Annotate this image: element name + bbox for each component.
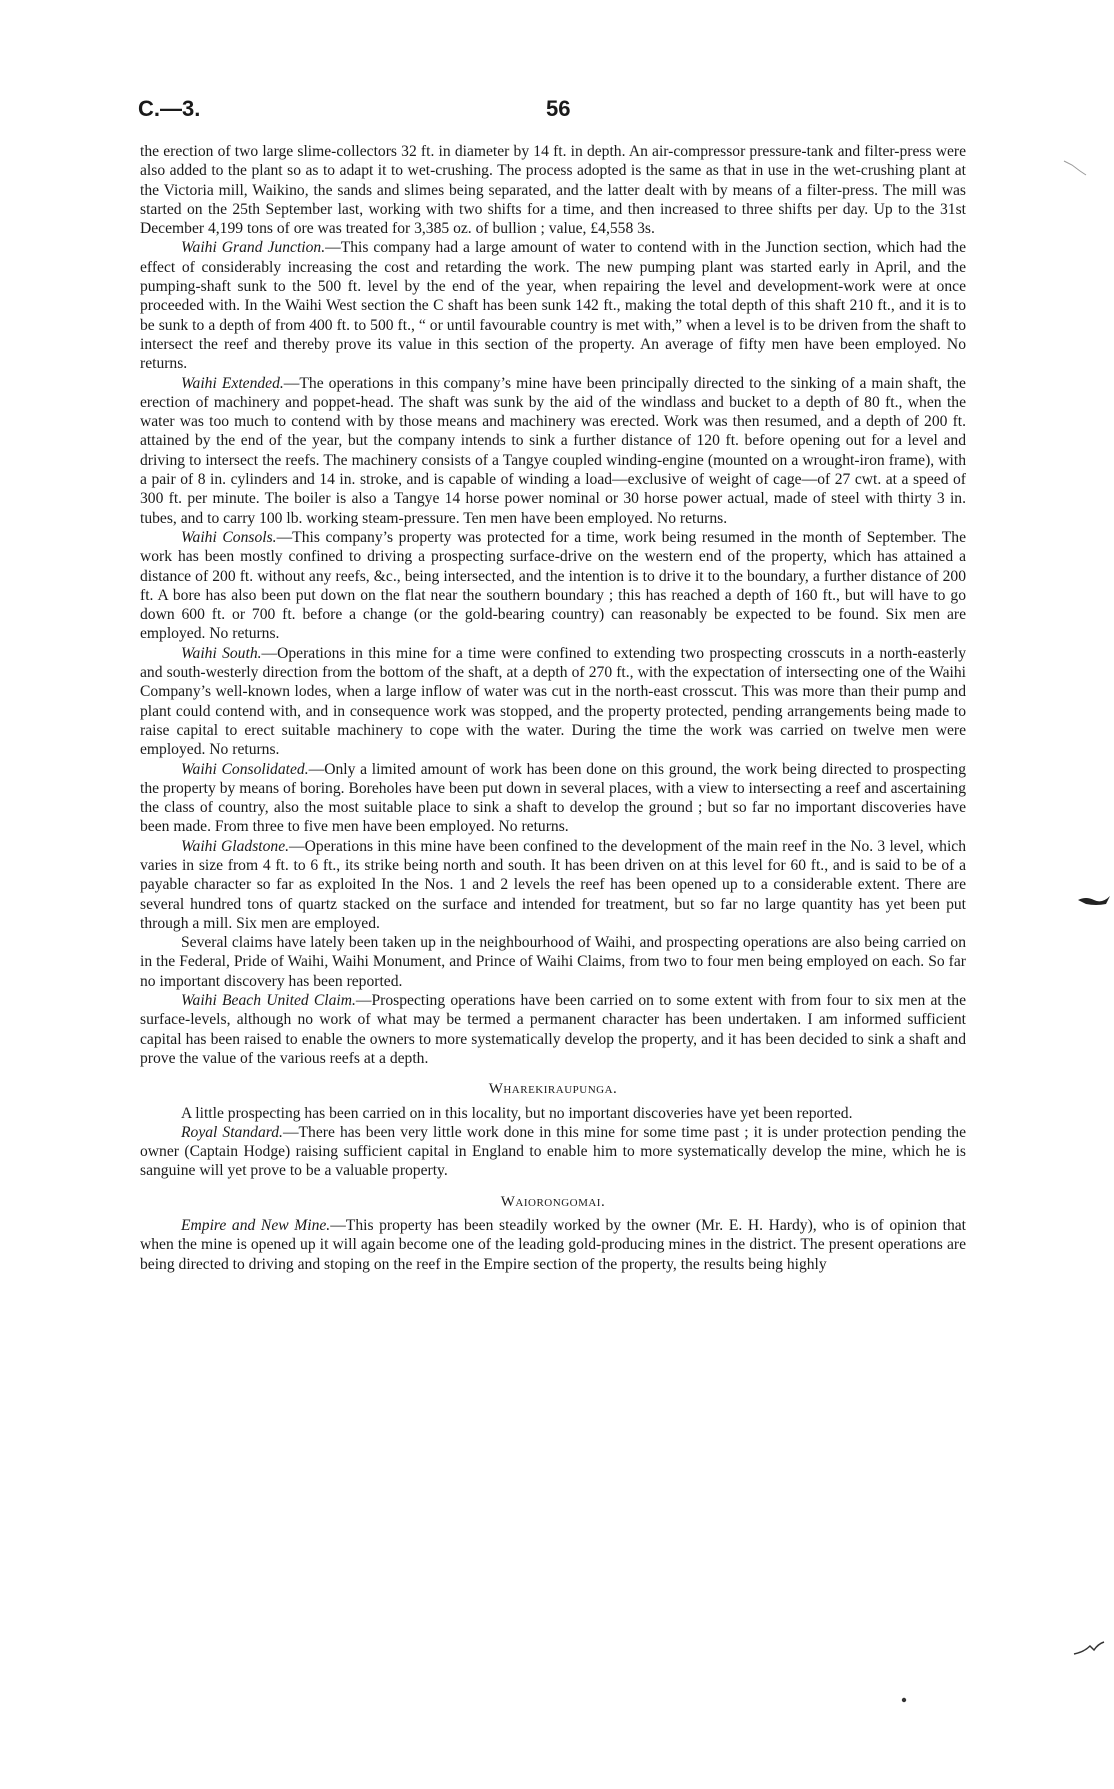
paragraph-text: —The operations in this company’s mine have been principally directed to the sinking of a main shaft, the erection of machinery and poppet-head. The shaft was sunk by the aid of the windlass and bucket to a depth of 80 ft., when the water was too much to contend with by those means and machinery was erected. Work was then resumed, and a depth of 200 ft. attained by the end of the year, but the company intends to sink a further distance of 120 ft. before opening out for a level and driving to intersect the reefs. The machinery consists of a Tangye coupled winding-engine (mounted on a wrought-iron frame), with a pair of 8 in. cylinders and 14 in. stroke, and is capable of winding a load—exclusive of weight of cage—of 27 cwt. at a speed of 300 ft. per minute. The boiler is also a Tangye 14 horse power nominal or 30 horse power actual, made of steel with thirty 3 in. tubes, and to carry 100 lb. working steam-pressure. Ten men have been employed. No returns. [140, 374, 966, 527]
paragraph-title: Waihi South. [181, 644, 262, 662]
paragraph-title: Waihi Consols. [181, 528, 277, 546]
paragraph [140, 991, 966, 1068]
paragraph [140, 933, 966, 991]
page-header [138, 96, 976, 130]
paragraph [140, 1123, 966, 1181]
paragraph [140, 1104, 966, 1123]
paragraph-text: —There has been very little work done in this mine for some time past ; it is under protection pending the owner (Captain Hodge) raising sufficient capital in England to enable him to more systematically develop the mine, which he is sanguine will yet prove to be a valuable property. [140, 1123, 966, 1180]
paragraph [140, 644, 966, 760]
paragraph [140, 837, 966, 933]
paragraph [140, 238, 966, 373]
scan-dot-mark [900, 1696, 908, 1704]
paragraph-text: A little prospecting has been carried on in this locality, but no important discoveries have yet been reported. [181, 1104, 853, 1122]
paragraph-title: Empire and New Mine. [181, 1217, 331, 1235]
page-number: 56 [546, 96, 571, 121]
paragraph-text: —Prospecting operations have been carried on to some extent with from four to six men at the surface-levels, although no work of what may be termed a permanent character has been undertaken. I am informed sufficient capital has been raised to enable the owners to more systematically develop the property, and it has been decided to sink a shaft and prove the value of the various reefs at a depth. [140, 992, 966, 1067]
paragraph-text: —This property has been steadily worked by the owner (Mr. E. H. Hardy), who is of opinion that when the mine is opened up it will again become one of the leading gold-producing mines in the district. The present operations are being directed to driving and stoping on the reef in the Empire section of the property, the results being highly [140, 1217, 966, 1273]
paragraph-title: Waihi Gladstone. [181, 837, 290, 855]
document-reference: C.—3. [138, 96, 201, 121]
scan-speck-mark [1062, 157, 1088, 179]
paragraph-title: Waihi Beach United Claim. [181, 992, 356, 1010]
paragraph-text: —This company had a large amount of water to contend with in the Junction section, which had the effect of considerably increasing the cost and retarding the work. The new pumping plant was started early in April, and the pumping-shaft sunk to the 500 ft. level by the end of the year, when repairing the level and development-work were at once proceeded with. In the Waihi West section the C shaft has been sunk 142 ft., making the total depth of this shaft 210 ft., and it is to be sunk to a depth of from 400 ft. to 500 ft., “ or until favourable country is met with,” when a level is to be driven from the shaft to intersect the reef and thereby prove its value in this section of the property. An average of fifty men have been employed. No returns. [140, 239, 966, 373]
scan-scribble-mark [1072, 1638, 1106, 1658]
document-body [140, 142, 966, 1274]
paragraph-title: Waihi Grand Junction. [181, 239, 326, 257]
paragraph [140, 1216, 966, 1274]
paragraph [140, 528, 966, 644]
paragraph-text: —Operations in this mine have been confined to the development of the main reef in the No. 3 level, which varies in size from 4 ft. to 6 ft., its strike being north and south. It has been driven on at this level for 60 ft., and is said to be of a payable character so far as exploited In the Nos. 1 and 2 levels the reef has been opened up to a considerable extent. There are several hundred tons of quartz stacked on the surface and intended for treatment, but so far no large quantity has yet been put through a mill. Six men are employed. [140, 837, 966, 932]
paragraph [140, 760, 966, 837]
section-heading: Wharekiraupunga. [488, 1081, 618, 1098]
paragraph-text: Several claims have lately been taken up in the neighbourhood of Waihi, and prospecting operations are also being carried on in the Federal, Pride of Waihi, Waihi Monument, and Prince of Waihi Claims, from two to four men being employed on each. So far no important discovery has been reported. [140, 934, 966, 990]
paragraph-text: —This company’s property was protected for a time, work being resumed in the month of September. The work has been mostly confined to driving a prospecting surface-drive on the western end of the property, which has attained a distance of 200 ft. without any reefs, &c., being intersected, and the intention is to drive it to the boundary, a further distance of 200 ft. A bore has also been put down on the flat near the southern boundary ; this has reached a depth of 160 ft., but will have to go down 600 ft. or 700 ft. before a change (or the gold-bearing country) can reasonably be expected to be found. Six men are employed. No returns. [140, 528, 966, 643]
paragraph-title: Waihi Extended. [181, 374, 284, 392]
section-heading: Waiorongomai. [500, 1193, 606, 1210]
paragraph [140, 142, 966, 238]
paragraph-text: —Only a limited amount of work has been done on this ground, the work being directed to prospecting the property by means of boring. Boreholes have been put down in several places, with a view to intersecting a reef and ascertaining the class of country, also the most suitable place to sink a shaft to develop the ground ; but so far no important discoveries have been made. From three to five men have been employed. No returns. [140, 760, 966, 836]
paragraph-title: Royal Standard. [181, 1123, 283, 1141]
scan-blot-mark [1076, 890, 1112, 910]
paragraph-text: the erection of two large slime-collectors 32 ft. in diameter by 14 ft. in depth. An air-compressor pressure-tank and filter-press were also added to the plant so as to adapt it to wet-crushing. The process adopted is the same as that in use in the wet-crushing plant at the Victoria mill, Waikino, the sands and slimes being separated, and the latter dealt with by means of a filter-press. The mill was started on the 25th September last, working with two shifts for a time, and then increased to three shifts per day. Up to the 31st December 4,199 tons of ore was treated for 3,385 oz. of bullion ; value, £4,558 3s. [140, 143, 966, 238]
paragraph [140, 374, 966, 528]
paragraph-text: —Operations in this mine for a time were confined to extending two prospecting crosscuts in a north-easterly and south-westerly direction from the bottom of the shaft, at a depth of 270 ft., with the expectation of intersecting one of the Waihi Company’s well-known lodes, when a large inflow of water was cut in the north-east crosscut. This was more than their pump and plant could contend with, and in consequence work was stopped, and the property protected, pending arrangements being made to raise capital to erect suitable machinery to cope with the water. During the time the work was carried on twelve men were employed. No returns. [140, 644, 966, 759]
paragraph-title: Waihi Consolidated. [181, 760, 309, 778]
